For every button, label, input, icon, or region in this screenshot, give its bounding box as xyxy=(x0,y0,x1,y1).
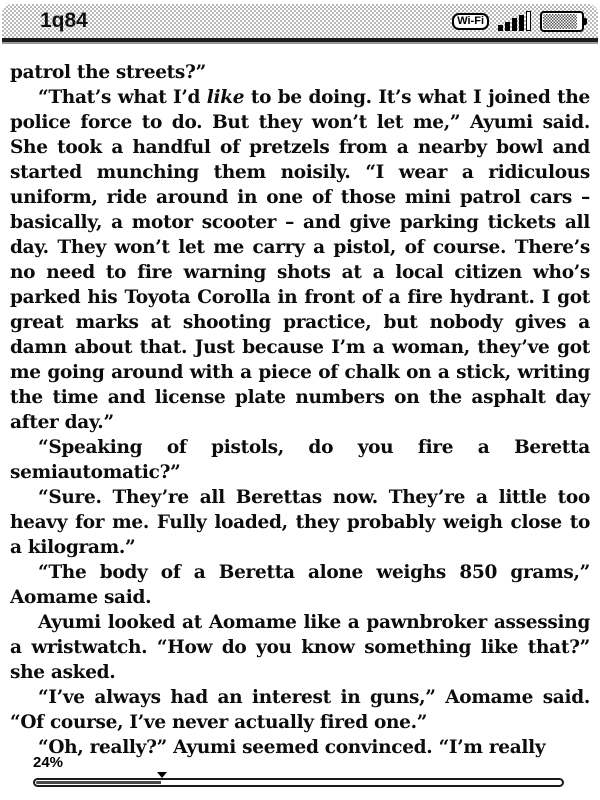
paragraph: “Oh, really?” Ayumi seemed convinced. “I’m really xyxy=(38,737,546,758)
progress-bar[interactable] xyxy=(33,778,564,787)
progress-footer xyxy=(0,754,600,800)
paragraph: “That’s what I’d like to be doing. It’s what I joined the police force to do. But they won’t let me,” Ayumi said. She took a handful of pretzels from a nearby bowl and started munching them noisily. “I wear a ridiculous uniform, ride around in one of those mini patrol cars – basically, a motor scooter – and give parking tickets all day. They won’t let me carry a pistol, of course. There’s no need to fire warning shots at a local citizen who’s parked his Toyota Corolla in front of a fire hydrant. I got great marks at shooting practice, but nobody gives a damn about that. Just because I’m a woman, they’ve got me going around with a piece of chalk on a stick, writing the time and license plate numbers on the asphalt day after day.” xyxy=(10,87,590,433)
signal-bar xyxy=(526,11,531,31)
progress-fill xyxy=(36,781,161,784)
status-icons xyxy=(452,11,584,32)
progress-marker-icon[interactable] xyxy=(157,772,167,778)
battery-fill xyxy=(543,14,577,29)
paragraph: Ayumi looked at Aomame like a pawnbroker assessing a wristwatch. “How do you know something like that?” she asked. xyxy=(10,612,590,683)
status-bar xyxy=(2,4,598,42)
paragraph: “Speaking of pistols, do you fire a Beretta semiautomatic?” xyxy=(10,437,590,483)
paragraph: “Sure. They’re all Berettas now. They’re a little too heavy for me. Fully loaded, they probably weigh close to a kilogram.” xyxy=(10,487,590,558)
progress-percent-label: 24% xyxy=(33,754,64,771)
signal-bar xyxy=(498,25,503,31)
reading-area[interactable] xyxy=(10,60,590,758)
book-title: 1q84 xyxy=(40,9,88,32)
signal-bar xyxy=(505,22,510,32)
signal-bar xyxy=(519,15,524,32)
battery-icon xyxy=(540,11,584,32)
signal-bar xyxy=(512,18,517,31)
signal-strength-icon xyxy=(498,11,531,31)
paragraph: patrol the streets?” xyxy=(10,62,206,83)
paragraph: “The body of a Beretta alone weighs 850 grams,” Aomame said. xyxy=(10,562,590,608)
paragraph: “I’ve always had an interest in guns,” Aomame said. “Of course, I’ve never actually fired one.” xyxy=(10,687,590,733)
wifi-icon: Wi-Fi xyxy=(452,13,489,30)
battery-nub xyxy=(584,18,587,25)
